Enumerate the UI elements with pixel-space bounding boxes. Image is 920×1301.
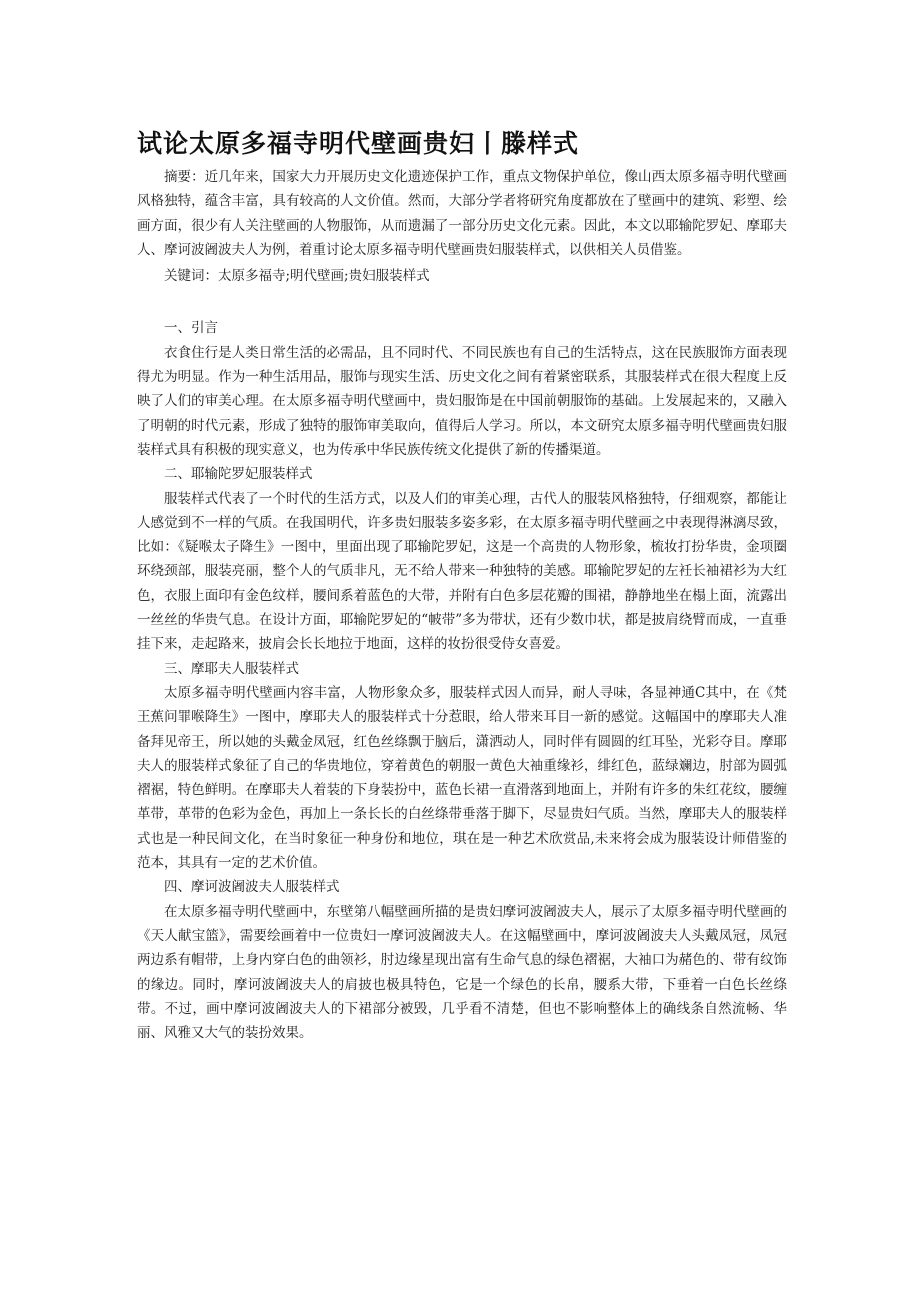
section-heading: 一、引言 <box>164 320 218 337</box>
section-spacer <box>137 288 787 316</box>
section-heading: 四、摩诃波阇波夫人服装样式 <box>164 879 340 896</box>
keywords-line: 关键词：太原多福寺;明代壁画;贵妇服装样式 <box>164 268 430 285</box>
document-title: 试论太原多福寺明代壁画贵妇丨滕样式 <box>137 129 580 158</box>
section-yashodhara <box>137 462 787 656</box>
section-paragraph: 衣食住行是人类日常生活的必需品，且不同时代、不同民族也有自己的生活特点，这在民族服饰方面表现得尤为明显。作为一种生活用品，服饰与现实生活、历史文化之间有着紧密联系，其服装样式在很大程度上反映了人们的审美心理。在太原多福寺明代壁画中，贵妇服饰是在中国前朝服饰的基础。上发展起来的，又融入了明朝的时代元素，形成了独特的服饰审美取向，值得后人学习。所以，本文研究太原多福寺明代壁画贵妇服装样式具有积极的现实意义，也为传承中华民族传统文化提供了新的传播渠道。 <box>137 344 787 458</box>
section-heading: 三、摩耶夫人服装样式 <box>164 660 299 677</box>
document-body <box>137 165 787 1045</box>
section-introduction <box>137 316 787 462</box>
section-maya <box>137 657 787 876</box>
section-paragraph: 在太原多福寺明代壁画中，东壁第八幅壁画所描的是贵妇摩诃波阇波夫人，展示了太原多福寺明代壁画的《天人献宝篮》，需要绘画着中一位贵妇一摩诃波阇波夫人。在这幅壁画中，摩诃波阇波夫人头戴凤冠，凤冠两边系有帽带，上身内穿白色的曲领衫，肘边缘星现出富有生命气息的绿色褶裾，大袖口为赭色的、带有纹饰的缘边。同时，摩诃波阇波夫人的肩披也极具特色，它是一个绿色的长帛，腰系大带，下垂着一白色长丝绦带。不过，画中摩诃波阇波夫人的下裙部分被毁，几乎看不清楚，但也不影响整体上的确线条自然流畅、华丽、风雅又大气的装扮效果。 <box>137 903 787 1042</box>
section-mahaprajapati <box>137 875 787 1045</box>
abstract-paragraph: 摘要：近几年来，国家大力开展历史文化遗迹保护工作，重点文物保护单位，像山西太原多福寺明代壁画风格独特，蕴含丰富，具有较高的人文价值。然而，大部分学者将研究角度都放在了壁画中的建筑、彩塑、绘画方面，很少有人关注壁画的人物服饰，从而遗漏了一部分历史文化元素。因此，本文以耶输陀罗妃、摩耶夫人、摩诃波阇波夫人为例，着重讨论太原多福寺明代壁画贵妇服装样式，以供相关人员借鉴。 <box>137 169 787 258</box>
section-heading: 二、耶输陀罗妃服装样式 <box>164 466 313 483</box>
section-paragraph: 太原多福寺明代壁画内容丰富，人物形象众多，服装样式因人而异，耐人寻味，各显神通C其中，在《梵王蕉问罪喉降生》一图中，摩耶夫人的服装样式十分惹眼，给人带来耳目一新的感觉。这幅国中的摩耶夫人准备拜见帝王，所以她的头戴金凤冠，红色丝绦飘于脑后，潇洒动人，同时伴有圆圆的红耳坠，光彩夺目。摩耶夫人的服装样式象征了自己的华贵地位，穿着黄色的朝服一黄色大袖重缘衫，绯红色，蓝绿斓边，肘部为圆弧褶裾，特色鲜明。在摩耶夫人着装的下身装扮中，蓝色长裙一直滑落到地面上，并附有许多的朱红花纹，腰缠革带，革带的色彩为金色，再加上一条长长的白丝绦带垂落于脚下，尽显贵妇气质。当然，摩耶夫人的服装样式也是一种民间文化，在当时象征一种身份和地位，琪在是一种艺术欣赏品,未来将会成为服装设计师借鉴的范本，其具有一定的艺术价值。 <box>137 684 787 872</box>
section-paragraph: 服装样式代表了一个时代的生活方式，以及人们的审美心理，古代人的服装风格独特，仔细观察，都能让人感觉到不一样的气质。在我国明代，许多贵妇服装多姿多彩，在太原多福寺明代壁画之中表现得淋漓尽致，比如：《疑喉太子降生》一图中，里面出现了耶输陀罗妃，这是一个高贵的人物形象，梳妆打扮华贵，金项圈环绕颈部，服装亮丽，整个人的气质非凡，无不给人带来一种独特的美感。耶输陀罗妃的左衽长袖裙衫为大红色，衣服上面印有金色纹样，腰间系着蓝色的大带，并附有白色多层花瓣的围裙，静静地坐在榻上面，流露出一丝丝的华贵气息。在设计方面，耶输陀罗妃的“帔带”多为带状，还有少数巾状，都是披肩绕臂而成，一直垂挂下来，走起路来，披肩会长长地拉于地面，这样的妆扮很受侍女喜爱。 <box>137 490 787 653</box>
